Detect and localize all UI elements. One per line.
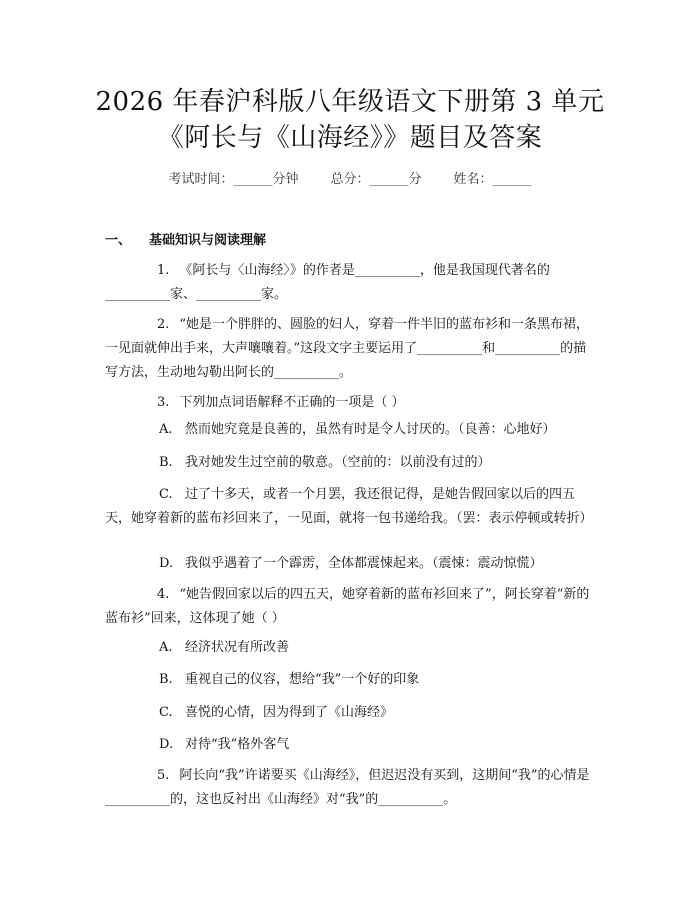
section-title: 基础知识与阅读理解 <box>149 233 267 248</box>
question-text: 阿长向“我”许诺要买《山海经》，但迟迟没有买到，这期间“我”的心情是__________的，这也反衬出《山海经》对“我”的__________。 <box>105 768 590 807</box>
option-letter: C. <box>159 705 173 720</box>
section-number: 一、 <box>105 233 132 248</box>
option-text: 经济状况有所改善 <box>185 640 290 655</box>
option-letter: D. <box>159 556 174 571</box>
question-number: 2. <box>157 317 170 332</box>
question-3-option-a <box>159 418 599 442</box>
question-number: 3. <box>157 395 170 410</box>
option-text: 重视自己的仪容，想给“我”一个好的印象 <box>185 672 420 687</box>
exam-time-label: 考试时间：______分钟 <box>168 172 299 187</box>
question-4-option-a <box>159 636 599 660</box>
option-text: 对待“我”格外客气 <box>185 737 290 752</box>
option-text: 喜悦的心情，因为得到了《山海经》 <box>185 705 394 720</box>
total-score-label: 总分：______分 <box>330 172 422 187</box>
option-text: 然而她究竟是良善的，虽然有时是令人讨厌的。（良善：心地好） <box>185 422 556 437</box>
question-text: “她告假回家以后的四五天，她穿着新的蓝布衫回来了”，阿长穿着“新的蓝布衫”回来，这体现了她（ ） <box>105 587 590 626</box>
question-4-option-d <box>159 733 599 757</box>
question-number: 1. <box>157 263 170 278</box>
option-text: 我对她发生过空前的敬意。（空前的：以前没有过的） <box>185 455 491 470</box>
question-number: 4. <box>157 587 170 602</box>
question-3 <box>105 391 597 415</box>
question-text: 下列加点词语解释不正确的一项是（ ） <box>179 395 405 410</box>
question-1 <box>105 259 597 307</box>
option-text: 我似乎遇着了一个霹雳，全体都震悚起来。（震悚：震动惊慌） <box>185 556 543 571</box>
exam-meta <box>0 168 700 187</box>
question-4-option-c <box>159 701 599 725</box>
question-2 <box>105 313 597 385</box>
section-heading <box>105 229 266 248</box>
question-4-option-b <box>159 668 599 692</box>
option-text: 过了十多天，或者一个月罢，我还很记得，是她告假回家以后的四五天，她穿着新的蓝布衫回来了，一见面，就将一包书递给我。（罢：表示停顿或转折） <box>105 487 593 526</box>
student-name-label: 姓名：______ <box>453 172 532 187</box>
option-letter: B. <box>159 672 173 687</box>
question-3-option-b <box>159 451 599 475</box>
question-text: “她是一个胖胖的、圆脸的妇人，穿着一件半旧的蓝布衫和一条黑布裙，一见面就伸出手来，大声嚷嚷着。”这段文字主要运用了__________和__________的描写方法，生动地勾勒出阿长的__________。 <box>105 317 590 380</box>
question-3-option-d <box>159 552 599 576</box>
option-letter: B. <box>159 455 173 470</box>
question-5 <box>105 764 597 812</box>
document-title-line-1: 2026 年春沪科版八年级语文下册第 3 单元 <box>95 87 605 117</box>
question-3-option-c <box>105 483 597 531</box>
question-number: 5. <box>157 768 170 783</box>
question-4 <box>105 583 597 631</box>
document-title-line-2: 《阿长与《山海经》》题目及答案 <box>157 123 543 153</box>
question-text: 《阿长与〈山海经〉》的作者是__________，他是我国现代著名的__________家、__________家。 <box>105 263 550 302</box>
option-letter: D. <box>159 737 174 752</box>
option-letter: C. <box>159 487 173 502</box>
option-letter: A. <box>159 640 173 655</box>
option-letter: A. <box>159 422 173 437</box>
